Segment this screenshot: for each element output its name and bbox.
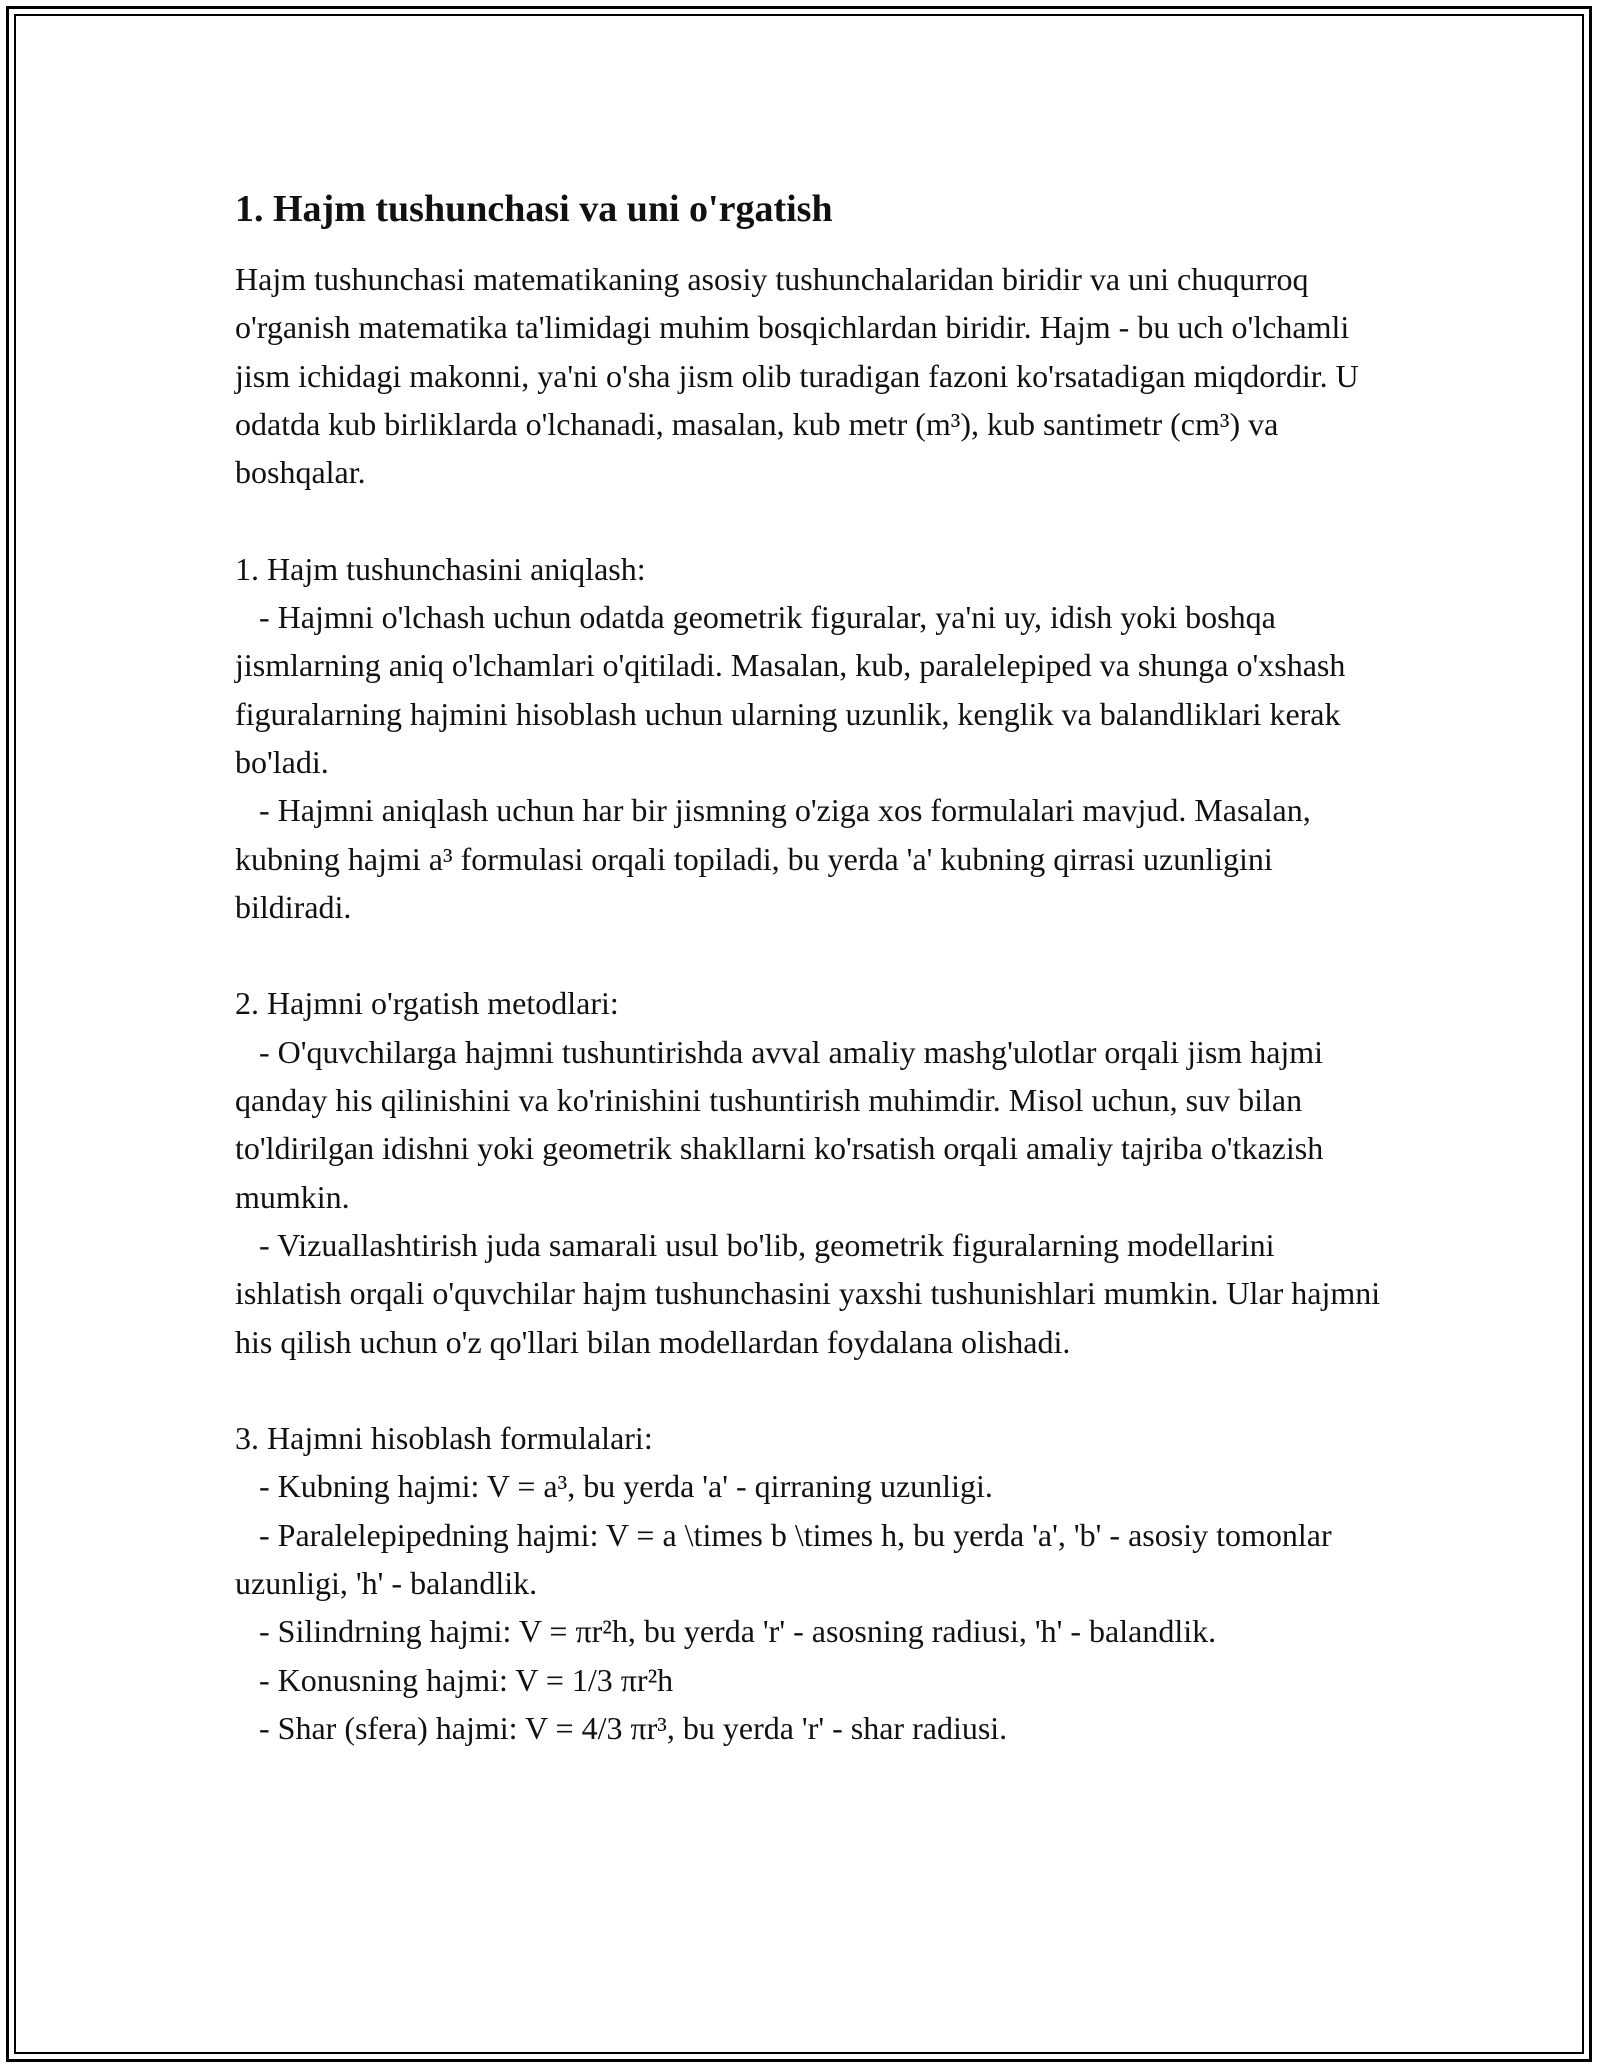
formula-item: - Kubning hajmi: V = a³, bu yerda 'a' - qirraning uzunligi. (235, 1468, 993, 1505)
paragraph-spacer (235, 496, 1385, 544)
paragraph-spacer (235, 931, 1385, 979)
document-title: 1. Hajm tushunchasi va uni o'rgatish (235, 188, 833, 230)
formula-item: - Silindrning hajmi: V = πr²h, bu yerda 'r' - asosning radiusi, 'h' - balandlik. (235, 1613, 1217, 1650)
section-item: - Hajmni o'lchash uchun odatda geometrik figuralar, ya'ni uy, idish yoki boshqa jismlarning aniq o'lchamlari o'qitiladi. Masalan, kub, paralelepiped va shunga o'xshash figuralarning hajmini hisoblash uchun ularning uzunlik, kenglik va balandliklari kerak bo'ladi. (235, 599, 1354, 780)
section-item: - Hajmni aniqlash uchun har bir jismning o'ziga xos formulalari mavjud. Masalan, kubning hajmi a³ formulasi orqali topiladi, bu yerda 'a' kubning qirrasi uzunligini bildiradi. (235, 792, 1319, 925)
page-content (235, 185, 1389, 1752)
formula-item: - Shar (sfera) hajmi: V = 4/3 πr³, bu yerda 'r' - shar radiusi. (235, 1709, 1008, 1746)
section-item: - O'quvchilarga hajmni tushuntirishda avval amaliy mashg'ulotlar orqali jism hajmi qanday his qilinishini va ko'rinishini tushuntirish muhimdir. Misol uchun, suv bilan to'ldirilgan idishni yoki geometrik shakllarni ko'rsatish orqali amaliy tajriba o'tkazish mumkin. (235, 1033, 1332, 1215)
intro-paragraph: Hajm tushunchasi matematikaning asosiy tushunchalaridan biridir va uni chuqurroq o'rganish matematika ta'limidagi muhim bosqichlardan biridir. Hajm - bu uch o'lchamli jism ichidagi makonni, ya'ni o'sha jism olib turadigan fazoni ko'rsatadigan miqdordir. U odatda kub birliklarda o'lchanadi, masalan, kub metr (m³), kub santimetr (cm³) va boshqalar. (235, 261, 1367, 491)
paragraph-spacer (235, 1366, 1385, 1414)
section-item: - Vizuallashtirish juda samarali usul bo'lib, geometrik figuralarning modellarini ishlatish orqali o'quvchilar hajm tushunchasini yaxshi tushunishlari mumkin. Ular hajmni his qilish uchun o'z qo'llari bilan modellardan foydalana olishadi. (235, 1226, 1389, 1360)
section-heading: 1. Hajm tushunchasini aniqlash: (235, 550, 646, 587)
section-heading: 3. Hajmni hisoblash formulalari: (235, 1420, 653, 1457)
formula-item: - Konusning hajmi: V = 1/3 πr²h (235, 1661, 674, 1698)
formula-item: - Paralelepipedning hajmi: V = a \times b \times h, bu yerda 'a', 'b' - asosiy tomonlar uzunligi, 'h' - balandlik. (235, 1516, 1340, 1602)
section-heading: 2. Hajmni o'rgatish metodlari: (235, 985, 619, 1022)
